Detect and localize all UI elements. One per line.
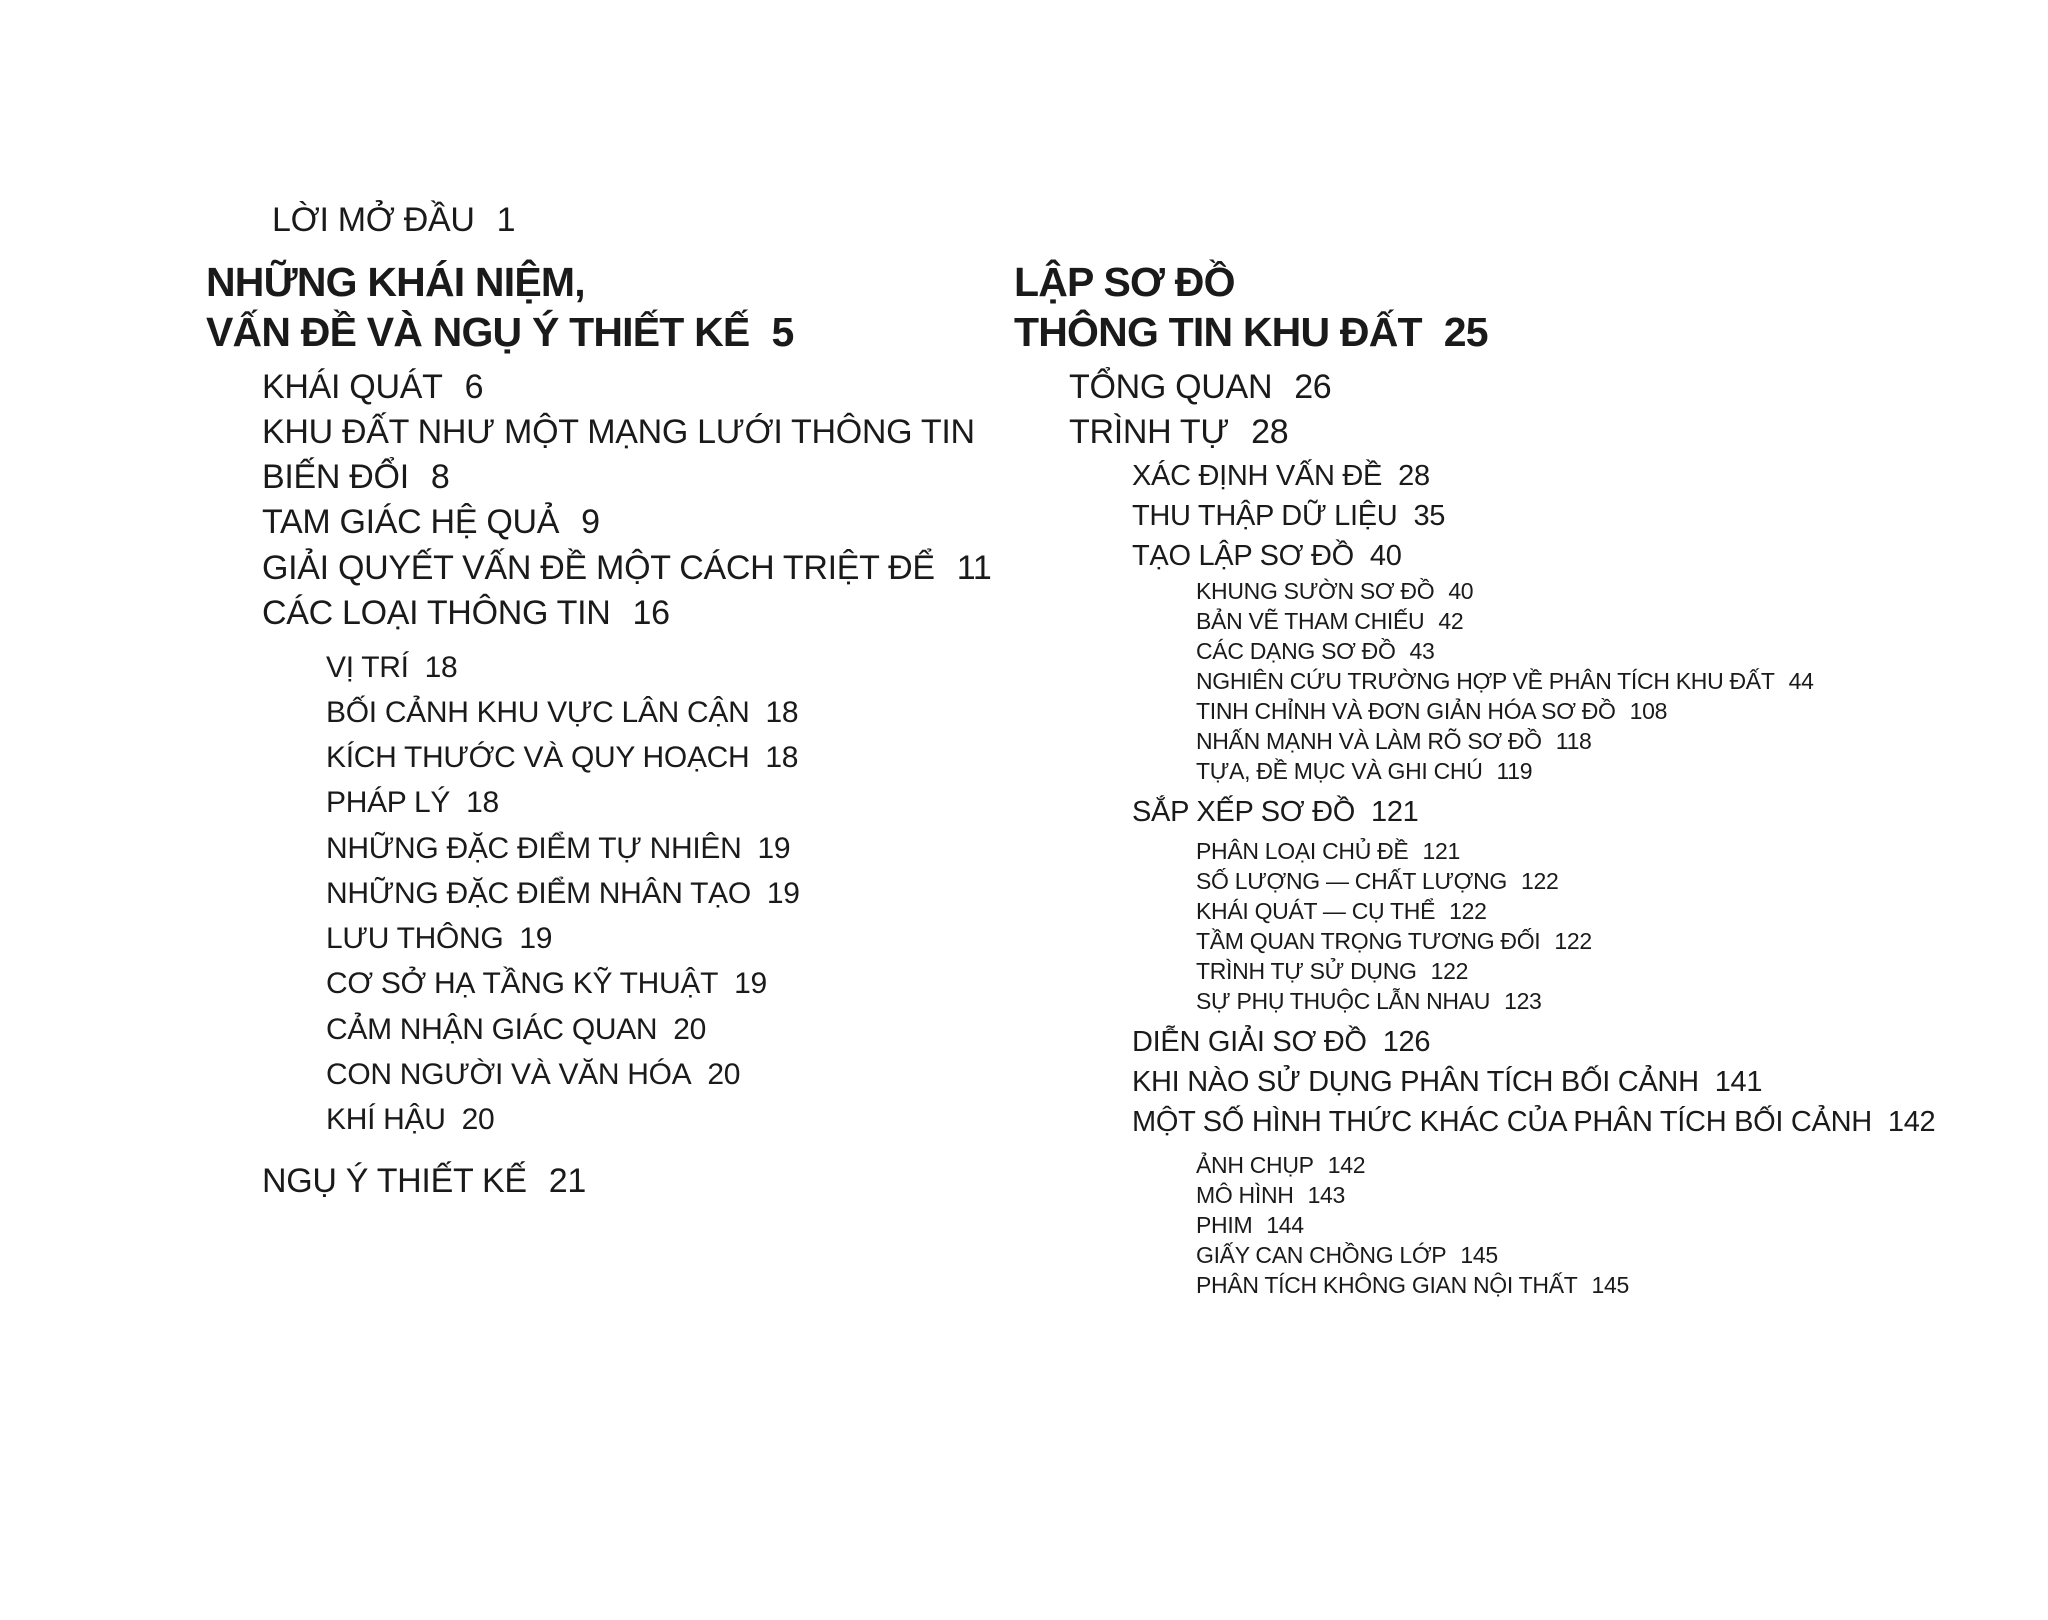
toc-item — [1196, 758, 1532, 785]
toc-subsection — [326, 877, 800, 911]
toc-entry-title: PHIM — [1196, 1212, 1253, 1238]
toc-entry-title: KHÁI QUÁT — CỤ THỂ — [1196, 898, 1436, 924]
toc-subsection — [1132, 1066, 1762, 1099]
toc-page-number: 40 — [1448, 578, 1474, 604]
toc-entry-title: BỐI CẢNH KHU VỰC LÂN CẬN — [326, 696, 750, 729]
toc-entry-title: CON NGƯỜI VÀ VĂN HÓA — [326, 1058, 692, 1091]
toc-entry-title: PHÂN LOẠI CHỦ ĐỀ — [1196, 838, 1409, 864]
toc-page-number: 19 — [519, 922, 553, 955]
toc-page-number: 118 — [1555, 728, 1592, 754]
toc-item — [1196, 1242, 1498, 1269]
toc-page-number: 35 — [1413, 500, 1446, 532]
toc-page-number: 142 — [1327, 1152, 1366, 1178]
toc-item — [1196, 868, 1558, 895]
toc-page-number: 145 — [1460, 1242, 1498, 1268]
toc-entry-title: SỐ LƯỢNG — CHẤT LƯỢNG — [1196, 868, 1507, 894]
toc-page-number: 141 — [1714, 1066, 1763, 1098]
toc-subsection — [1132, 460, 1430, 493]
toc-page-number: 143 — [1307, 1182, 1346, 1208]
toc-subsection — [326, 1058, 740, 1092]
toc-section — [262, 503, 600, 542]
toc-item — [1196, 1212, 1304, 1239]
toc-entry-title: VỊ TRÍ — [326, 651, 409, 684]
toc-item — [1196, 988, 1542, 1015]
toc-subsection — [326, 651, 457, 685]
toc-page-number: 11 — [956, 549, 992, 587]
toc-page-number: 19 — [766, 877, 800, 910]
toc-entry-title: LƯU THÔNG — [326, 922, 504, 955]
toc-page-number: 122 — [1449, 898, 1487, 924]
toc-page-number: 20 — [461, 1103, 495, 1136]
toc-entry-intro — [272, 201, 515, 240]
toc-entry-title: GIẤY CAN CHỒNG LỚP — [1196, 1242, 1447, 1268]
toc-subsection — [326, 922, 552, 956]
toc-item — [1196, 578, 1473, 605]
toc-entry-title: TINH CHỈNH VÀ ĐƠN GIẢN HÓA SƠ ĐỒ — [1196, 698, 1616, 724]
toc-entry-title: NHỮNG ĐẶC ĐIỂM NHÂN TẠO — [326, 877, 751, 910]
toc-item — [1196, 898, 1487, 925]
toc-subsection — [326, 786, 499, 820]
toc-subsection — [326, 741, 798, 775]
toc-item — [1196, 838, 1460, 865]
toc-entry-title: GIẢI QUYẾT VẤN ĐỀ MỘT CÁCH TRIỆT ĐỂ — [262, 549, 935, 587]
toc-item — [1196, 1152, 1365, 1179]
toc-page-number: 43 — [1409, 638, 1435, 664]
toc-page-number: 28 — [1251, 413, 1289, 451]
toc-entry-title: THU THẬP DỮ LIỆU — [1132, 500, 1398, 532]
toc-entry-title: DIỄN GIẢI SƠ ĐỒ — [1132, 1026, 1367, 1058]
toc-entry-title: NGỤ Ý THIẾT KẾ — [262, 1162, 527, 1200]
toc-subsection — [326, 1103, 494, 1137]
toc-page-number: 42 — [1438, 608, 1464, 634]
toc-entry-title: BẢN VẼ THAM CHIẾU — [1196, 608, 1425, 634]
toc-page-number: 18 — [424, 651, 458, 684]
toc-page-number: 44 — [1788, 668, 1814, 694]
toc-entry-title: MÔ HÌNH — [1196, 1182, 1294, 1208]
toc-page-number: 126 — [1382, 1026, 1431, 1058]
toc-entry-title: KHUNG SƯỜN SƠ ĐỒ — [1196, 578, 1435, 604]
toc-entry-title: PHÁP LÝ — [326, 786, 451, 819]
toc-page-number: 1 — [496, 201, 516, 239]
toc-subsection — [1132, 1106, 1935, 1139]
toc-page-number: 144 — [1266, 1212, 1304, 1238]
toc-item — [1196, 928, 1592, 955]
toc-section — [1069, 413, 1288, 452]
toc-subsection — [326, 1013, 706, 1047]
toc-entry-title: ẢNH CHỤP — [1196, 1152, 1314, 1178]
chapter-2-title — [1014, 257, 1488, 357]
toc-page-number: 9 — [581, 503, 600, 541]
toc-item — [1196, 728, 1592, 755]
toc-entry-title: KHÁI QUÁT — [262, 368, 443, 406]
toc-entry-title: CÁC LOẠI THÔNG TIN — [262, 594, 611, 632]
toc-subsection — [1132, 1026, 1430, 1059]
toc-entry-title: KÍCH THƯỚC VÀ QUY HOẠCH — [326, 741, 750, 774]
toc-item — [1196, 1182, 1345, 1209]
toc-page-number: 123 — [1504, 988, 1542, 1014]
toc-page-number: 18 — [466, 786, 499, 819]
toc-item — [1196, 608, 1463, 635]
toc-entry-title: NHẤN MẠNH VÀ LÀM RÕ SƠ ĐỒ — [1196, 728, 1542, 754]
toc-page-number: 19 — [757, 832, 791, 865]
toc-page-number: 142 — [1887, 1106, 1936, 1138]
toc-section — [262, 458, 449, 497]
toc-section — [262, 594, 670, 633]
toc-entry-title: CƠ SỞ HẠ TẦNG KỸ THUẬT — [326, 967, 719, 1000]
toc-section — [262, 1162, 586, 1201]
toc-entry-title: PHÂN TÍCH KHÔNG GIAN NỘI THẤT — [1196, 1272, 1578, 1298]
toc-section — [262, 368, 483, 407]
toc-entry-title: CÁC DẠNG SƠ ĐỒ — [1196, 638, 1396, 664]
toc-section — [1069, 368, 1331, 407]
toc-subsection — [1132, 540, 1402, 573]
toc-page-number: 121 — [1371, 796, 1419, 828]
toc-item — [1196, 1272, 1629, 1299]
toc-entry-title: KHÍ HẬU — [326, 1103, 446, 1136]
toc-page-number: 122 — [1430, 958, 1469, 984]
toc-page-number: 8 — [430, 458, 450, 496]
chapter-1-title — [206, 257, 794, 357]
toc-page-number: 21 — [548, 1162, 586, 1200]
chapter-2-title-line2: THÔNG TIN KHU ĐẤT — [1014, 309, 1422, 355]
toc-item — [1196, 958, 1468, 985]
toc-page-number: 121 — [1422, 838, 1460, 864]
toc-entry-title: NGHIÊN CỨU TRƯỜNG HỢP VỀ PHÂN TÍCH KHU ĐẤT — [1196, 668, 1775, 694]
chapter-2-page-number: 25 — [1443, 309, 1488, 355]
toc-entry-title: KHI NÀO SỬ DỤNG PHÂN TÍCH BỐI CẢNH — [1132, 1066, 1699, 1098]
toc-entry-title: KHU ĐẤT NHƯ MỘT MẠNG LƯỚI THÔNG TIN — [262, 413, 975, 451]
toc-page-number: 16 — [632, 594, 670, 632]
toc-entry-title: SẮP XẾP SƠ ĐỒ — [1132, 796, 1355, 828]
toc-entry-title: TẦM QUAN TRỌNG TƯƠNG ĐỐI — [1196, 928, 1541, 954]
chapter-1-title-line1: NHỮNG KHÁI NIỆM, — [206, 259, 585, 305]
toc-page-number: 6 — [464, 368, 484, 406]
toc-page-number: 26 — [1294, 368, 1332, 406]
toc-subsection — [326, 696, 798, 730]
toc-page-number: 19 — [734, 967, 767, 1000]
toc-subsection — [326, 967, 767, 1001]
toc-item — [1196, 638, 1435, 665]
toc-entry-title: LỜI MỞ ĐẦU — [272, 201, 475, 239]
toc-entry-title: NHỮNG ĐẶC ĐIỂM TỰ NHIÊN — [326, 832, 742, 865]
chapter-2-title-line1: LẬP SƠ ĐỒ — [1014, 259, 1235, 305]
toc-item — [1196, 698, 1667, 725]
toc-page-number: 108 — [1629, 698, 1668, 724]
toc-entry-title: TRÌNH TỰ SỬ DỤNG — [1196, 958, 1417, 984]
toc-entry-title: TỰA, ĐỀ MỤC VÀ GHI CHÚ — [1196, 758, 1483, 784]
toc-entry-title: TRÌNH TỰ — [1069, 413, 1230, 451]
toc-item — [1196, 668, 1814, 695]
toc-entry-title: MỘT SỐ HÌNH THỨC KHÁC CỦA PHÂN TÍCH BỐI CẢNH — [1132, 1106, 1872, 1138]
toc-page-number: 122 — [1554, 928, 1592, 954]
toc-page-number: 20 — [707, 1058, 741, 1091]
toc-page-number: 18 — [765, 741, 799, 774]
toc-entry-title: SỰ PHỤ THUỘC LẪN NHAU — [1196, 988, 1491, 1014]
toc-subsection — [1132, 500, 1445, 533]
chapter-1-title-line2: VẤN ĐỀ VÀ NGỤ Ý THIẾT KẾ — [206, 309, 750, 355]
toc-section — [262, 413, 975, 452]
toc-section — [262, 549, 991, 588]
toc-page-number: 119 — [1496, 758, 1533, 784]
toc-entry-title: CẢM NHẬN GIÁC QUAN — [326, 1013, 658, 1046]
toc-page-number: 20 — [673, 1013, 707, 1046]
toc-page-number: 40 — [1369, 540, 1402, 572]
toc-page-number: 28 — [1398, 460, 1430, 492]
toc-page-number: 145 — [1591, 1272, 1629, 1298]
toc-entry-title: TẠO LẬP SƠ ĐỒ — [1132, 540, 1354, 572]
toc-subsection — [326, 832, 790, 866]
toc-entry-title: TỔNG QUAN — [1069, 368, 1273, 406]
toc-entry-title: XÁC ĐỊNH VẤN ĐỀ — [1132, 460, 1383, 492]
toc-entry-title: TAM GIÁC HỆ QUẢ — [262, 503, 560, 541]
chapter-1-page-number: 5 — [771, 309, 794, 355]
toc-page-number: 18 — [765, 696, 799, 729]
toc-subsection — [1132, 796, 1419, 829]
toc-entry-title: BIẾN ĐỔI — [262, 458, 409, 496]
toc-page-number: 122 — [1521, 868, 1559, 894]
